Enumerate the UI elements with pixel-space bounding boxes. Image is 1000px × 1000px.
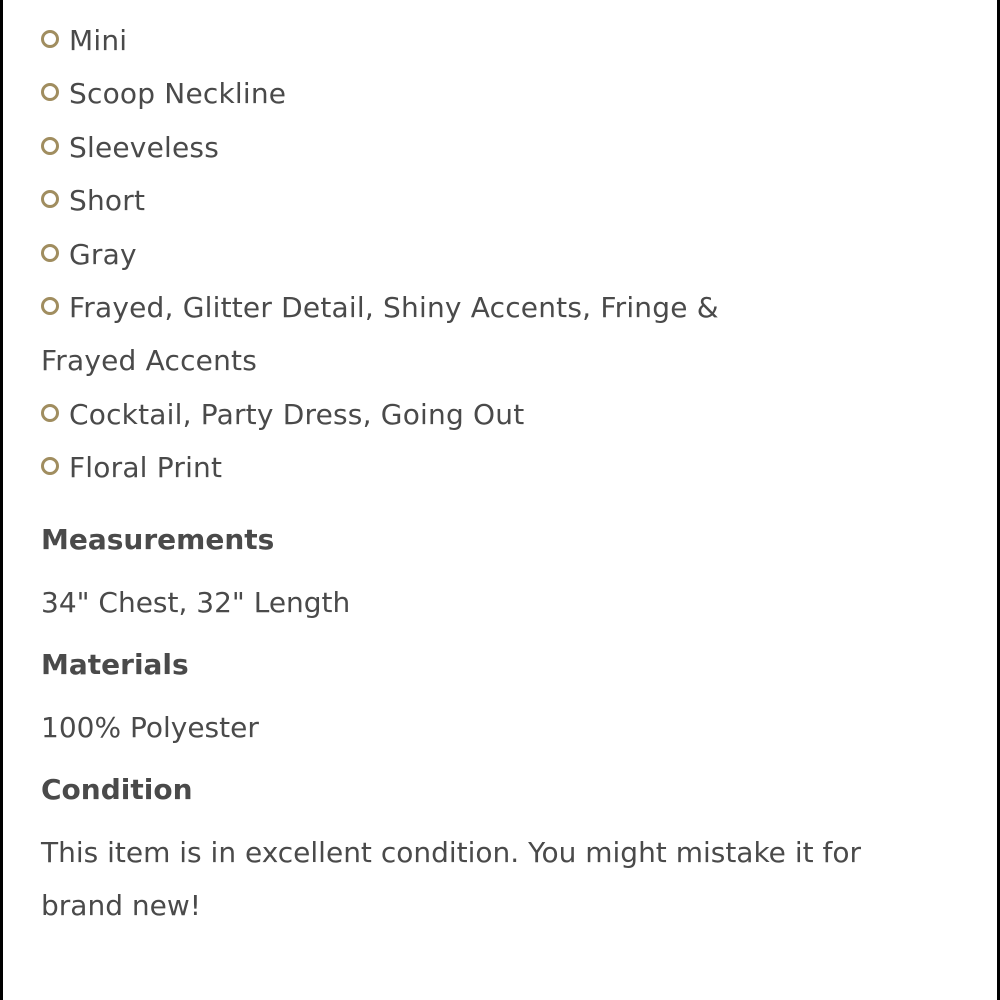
feature-item bbox=[41, 67, 921, 120]
feature-item bbox=[41, 14, 921, 67]
circle-bullet-icon bbox=[41, 244, 59, 262]
description-content bbox=[41, 14, 921, 932]
feature-text: Frayed, Glitter Detail, Shiny Accents, Fringe & Frayed Accents bbox=[41, 291, 719, 378]
feature-item bbox=[41, 174, 921, 227]
feature-text: Mini bbox=[69, 24, 128, 57]
feature-text: Floral Print bbox=[69, 451, 223, 485]
materials-text: 100% Polyester bbox=[41, 710, 259, 744]
feature-item bbox=[41, 121, 921, 174]
condition-heading: Condition bbox=[41, 772, 193, 806]
measurements-heading: Measurements bbox=[41, 522, 275, 556]
circle-bullet-icon bbox=[41, 190, 59, 208]
circle-bullet-icon bbox=[41, 83, 59, 101]
circle-bullet-icon bbox=[41, 457, 59, 475]
feature-item bbox=[41, 388, 921, 441]
feature-item bbox=[41, 228, 921, 281]
condition-text: This item is in excellent condition. You might mistake it for brand new! bbox=[41, 835, 861, 922]
feature-text: Sleeveless bbox=[69, 130, 219, 164]
circle-bullet-icon bbox=[41, 297, 59, 315]
measurements-text: 34" Chest, 32" Length bbox=[41, 585, 351, 619]
circle-bullet-icon bbox=[41, 30, 59, 48]
materials-heading: Materials bbox=[41, 647, 189, 681]
feature-text: Gray bbox=[69, 237, 137, 271]
feature-item bbox=[41, 441, 921, 494]
feature-text: Short bbox=[69, 184, 146, 218]
circle-bullet-icon bbox=[41, 137, 59, 155]
feature-text: Scoop Neckline bbox=[69, 77, 287, 111]
feature-list bbox=[41, 14, 921, 495]
feature-item bbox=[41, 281, 761, 388]
feature-text: Cocktail, Party Dress, Going Out bbox=[69, 397, 525, 431]
circle-bullet-icon bbox=[41, 404, 59, 422]
